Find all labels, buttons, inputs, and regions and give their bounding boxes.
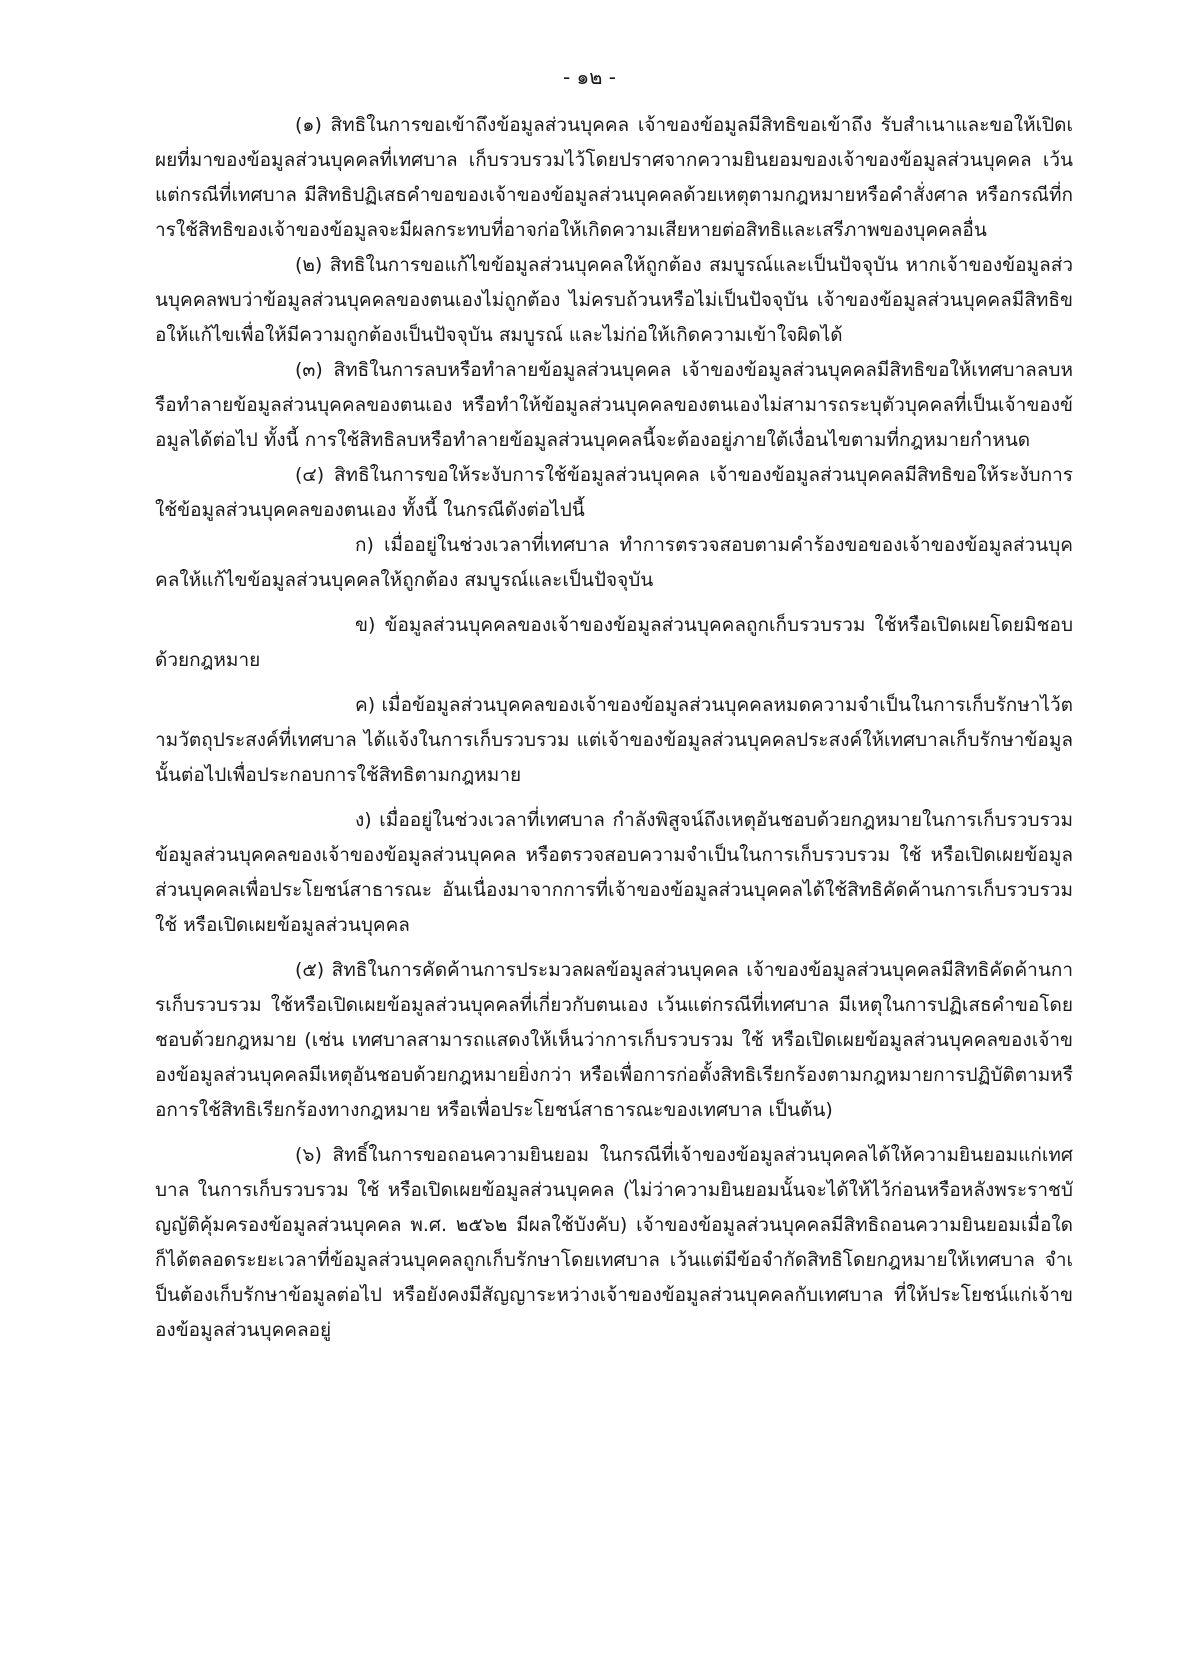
paragraph-sub-d: ง) เมื่ออยู่ในช่วงเวลาที่เทศบาล กำลังพิสูจน์ถึงเหตุอันชอบด้วยกฎหมายในการเก็บรวบรวมข้อมูลส่วนบุคคลของเจ้าของข้อมูลส่วนบุคคล หรือตรวจสอบความจำเป็นในการเก็บรวบรวม ใช้ หรือเปิดเผยข้อมูลส่วนบุคคลเพื่อประโยชน์สาธารณะ อันเนื่องมาจากการที่เจ้าของข้อมูลส่วนบุคคลได้ใช้สิทธิคัดค้านการเก็บรวบรวม ใช้ หรือเปิดเผยข้อมูลส่วนบุคคล [155, 809, 1073, 936]
paragraph-sub-a: ก) เมื่ออยู่ในช่วงเวลาที่เทศบาล ทำการตรวจสอบตามคำร้องขอของเจ้าของข้อมูลส่วนบุคคลให้แก้ไขข้อมูลส่วนบุคคลให้ถูกต้อง สมบูรณ์และเป็นปัจจุบัน [155, 534, 1073, 591]
document-body [155, 108, 1073, 1348]
paragraph-right-6: (๖) สิทธิ์ในการขอถอนความยินยอม ในกรณีที่เจ้าของข้อมูลส่วนบุคคลได้ให้ความยินยอมแก่เทศบาล ในการเก็บรวบรวม ใช้ หรือเปิดเผยข้อมูลส่วนบุคคล (ไม่ว่าความยินยอมนั้นจะได้ให้ไว้ก่อนหรือหลังพระราชบัญญัติคุ้มครองข้อมูลส่วนบุคคล พ.ศ. ๒๕๖๒ มีผลใช้บังคับ) เจ้าของข้อมูลส่วนบุคคลมีสิทธิถอนความยินยอมเมื่อใดก็ได้ตลอดระยะเวลาที่ข้อมูลส่วนบุคคลถูกเก็บรักษาโดยเทศบาล เว้นแต่มีข้อจำกัดสิทธิโดยกฎหมายให้เทศบาล จำเป็นต้องเก็บรักษาข้อมูลต่อไป หรือยังคงมีสัญญาระหว่างเจ้าของข้อมูลส่วนบุคคลกับเทศบาล ที่ให้ประโยชน์แก่เจ้าของข้อมูลส่วนบุคคลอยู่ [155, 1144, 1073, 1341]
paragraph-right-4: (๔) สิทธิในการขอให้ระงับการใช้ข้อมูลส่วนบุคคล เจ้าของข้อมูลส่วนบุคคลมีสิทธิขอให้ระงับการใช้ข้อมูลส่วนบุคคลของตนเอง ทั้งนี้ ในกรณีดังต่อไปนี้ [155, 464, 1073, 521]
paragraph-sub-c: ค) เมื่อข้อมูลส่วนบุคคลของเจ้าของข้อมูลส่วนบุคคลหมดความจำเป็นในการเก็บรักษาไว้ตามวัตถุประสงค์ที่เทศบาล ได้แจ้งในการเก็บรวบรวม แต่เจ้าของข้อมูลส่วนบุคคลประสงค์ให้เทศบาลเก็บรักษาข้อมูลนั้นต่อไปเพื่อประกอบการใช้สิทธิตามกฎหมาย [155, 694, 1073, 786]
paragraph-right-3: (๓) สิทธิในการลบหรือทำลายข้อมูลส่วนบุคคล เจ้าของข้อมูลส่วนบุคคลมีสิทธิขอให้เทศบาลลบหรือทำลายข้อมูลส่วนบุคคลของตนเอง หรือทำให้ข้อมูลส่วนบุคคลของตนเองไม่สามารถระบุตัวบุคคลที่เป็นเจ้าของข้อมูลได้ต่อไป ทั้งนี้ การใช้สิทธิลบหรือทำลายข้อมูลส่วนบุคคลนี้จะต้องอยู่ภายใต้เงื่อนไขตามที่กฎหมายกำหนด [155, 359, 1073, 451]
page-number: - ๑๒ - [562, 65, 617, 89]
paragraph-right-1: (๑) สิทธิในการขอเข้าถึงข้อมูลส่วนบุคคล เจ้าของข้อมูลมีสิทธิขอเข้าถึง รับสำเนาและขอให้เปิดเผยที่มาของข้อมูลส่วนบุคคลที่เทศบาล เก็บรวบรวมไว้โดยปราศจากความยินยอมของเจ้าของข้อมูลส่วนบุคคล เว้นแต่กรณีที่เทศบาล มีสิทธิปฏิเสธคำขอของเจ้าของข้อมูลส่วนบุคคลด้วยเหตุตามกฎหมายหรือคำสั่งศาล หรือกรณีที่การใช้สิทธิของเจ้าของข้อมูลจะมีผลกระทบที่อาจก่อให้เกิดความเสียหายต่อสิทธิและเสรีภาพของบุคคลอื่น [155, 114, 1073, 241]
paragraph-right-2: (๒) สิทธิในการขอแก้ไขข้อมูลส่วนบุคคลให้ถูกต้อง สมบูรณ์และเป็นปัจจุบัน หากเจ้าของข้อมูลส่วนบุคคลพบว่าข้อมูลส่วนบุคคลของตนเองไม่ถูกต้อง ไม่ครบถ้วนหรือไม่เป็นปัจจุบัน เจ้าของข้อมูลส่วนบุคคลมีสิทธิขอให้แก้ไขเพื่อให้มีความถูกต้องเป็นปัจจุบัน สมบูรณ์ และไม่ก่อให้เกิดความเข้าใจผิดได้ [155, 254, 1073, 346]
paragraph-right-5: (๕) สิทธิในการคัดค้านการประมวลผลข้อมูลส่วนบุคคล เจ้าของข้อมูลส่วนบุคคลมีสิทธิคัดค้านการเก็บรวบรวม ใช้หรือเปิดเผยข้อมูลส่วนบุคคลที่เกี่ยวกับตนเอง เว้นแต่กรณีที่เทศบาล มีเหตุในการปฏิเสธคำขอโดยชอบด้วยกฎหมาย (เช่น เทศบาลสามารถแสดงให้เห็นว่าการเก็บรวบรวม ใช้ หรือเปิดเผยข้อมูลส่วนบุคคลของเจ้าของข้อมูลส่วนบุคคลมีเหตุอันชอบด้วยกฎหมายยิ่งกว่า หรือเพื่อการก่อตั้งสิทธิเรียกร้องตามกฎหมายการปฏิบัติตามหรือการใช้สิทธิเรียกร้องทางกฎหมาย หรือเพื่อประโยชน์สาธารณะของเทศบาล เป็นต้น) [155, 959, 1073, 1121]
paragraph-sub-b: ข) ข้อมูลส่วนบุคคลของเจ้าของข้อมูลส่วนบุคคลถูกเก็บรวบรวม ใช้หรือเปิดเผยโดยมิชอบด้วยกฎหมาย [155, 614, 1073, 671]
